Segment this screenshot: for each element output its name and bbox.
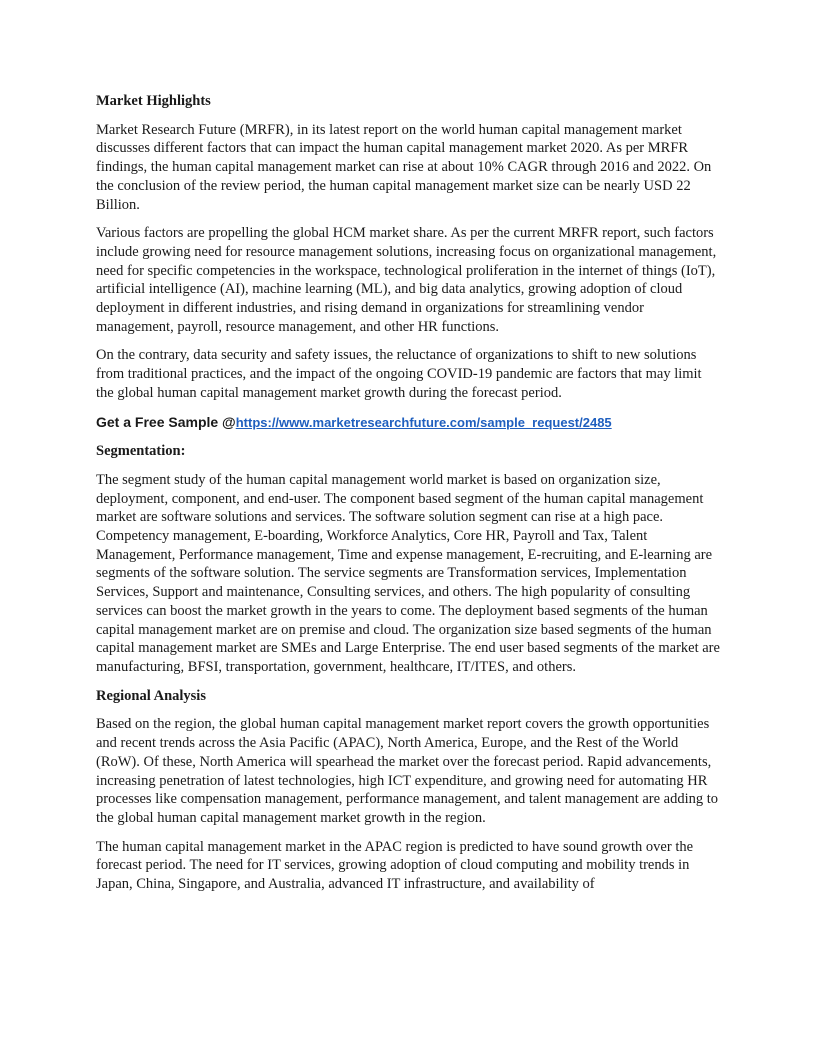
paragraph-regional-apac: The human capital management market in the APAC region is predicted to have sound growth over the forecast period. The need for IT services, growing adoption of cloud computing and mobility trends in Japan, China, Singapore, and Australia, advanced IT infrastructure, and availability of	[96, 838, 694, 893]
regional-analysis-heading: Regional Analysis	[96, 687, 206, 704]
free-sample-line	[96, 413, 720, 433]
paragraph-market-overview: Market Research Future (MRFR), in its latest report on the world human capital management market discusses different factors that can impact the human capital management market 2020. As per MRFR findings, the human capital management market can rise at about 10% CAGR through 2016 and 2022. On the conclusion of the review period, the human capital management market size can be nearly USD 22 Billion.	[96, 121, 712, 213]
paragraph-regional-north-america: Based on the region, the global human capital management market report covers the growth opportunities and recent trends across the Asia Pacific (APAC), North America, Europe, and the Rest of the World (RoW). Of these, North America will spearhead the market over the forecast period. Rapid advancements, increasing penetration of latest technologies, high ICT expenditure, and growing need for automating HR processes like compensation management, performance management, and talent management are adding to the global human capital management market growth in the region.	[96, 716, 719, 826]
paragraph-segmentation: The segment study of the human capital management world market is based on organization size, deployment, component, and end-user. The component based segment of the human capital management market are software solutions and services. The software solution segment can rise at a high pace. Competency management, E-boarding, Workforce Analytics, Core HR, Payroll and Tax, Talent Management, Performance management, Time and expense management, E-recruiting, and E-learning are segments of the software solution. The service segments are Transformation services, Implementation Services, Support and maintenance, Consulting services, and others. The high popularity of consulting services can boost the market growth in the years to come. The deployment based segments of the human capital management market are on premise and cloud. The organization size based segments of the human capital management market are SMEs and Large Enterprise. The end user based segments of the market are manufacturing, BFSI, transportation, government, healthcare, IT/ITES, and others.	[96, 471, 720, 675]
free-sample-label: Get a Free Sample @	[96, 413, 236, 430]
market-highlights-heading: Market Highlights	[96, 93, 211, 109]
segmentation-heading: Segmentation:	[96, 443, 186, 460]
sample-request-link[interactable]: https://www.marketresearchfuture.com/sample_request/2485	[235, 414, 612, 430]
document-page	[96, 92, 720, 904]
paragraph-growth-drivers: Various factors are propelling the global HCM market share. As per the current MRFR report, such factors include growing need for resource management solutions, increasing focus on organizational management, need for specific competencies in the workspace, technological proliferation in the internet of things (IoT), artificial intelligence (AI), machine learning (ML), and big data analytics, growing adoption of cloud deployment in different industries, and rising demand in organizations for streamlining vendor management, payroll, resource management, and other HR functions.	[96, 225, 717, 335]
paragraph-restraints: On the contrary, data security and safety issues, the reluctance of organizations to shift to new solutions from traditional practices, and the impact of the ongoing COVID-19 pandemic are factors that may limit the global human capital management market growth during the forecast period.	[96, 347, 702, 401]
